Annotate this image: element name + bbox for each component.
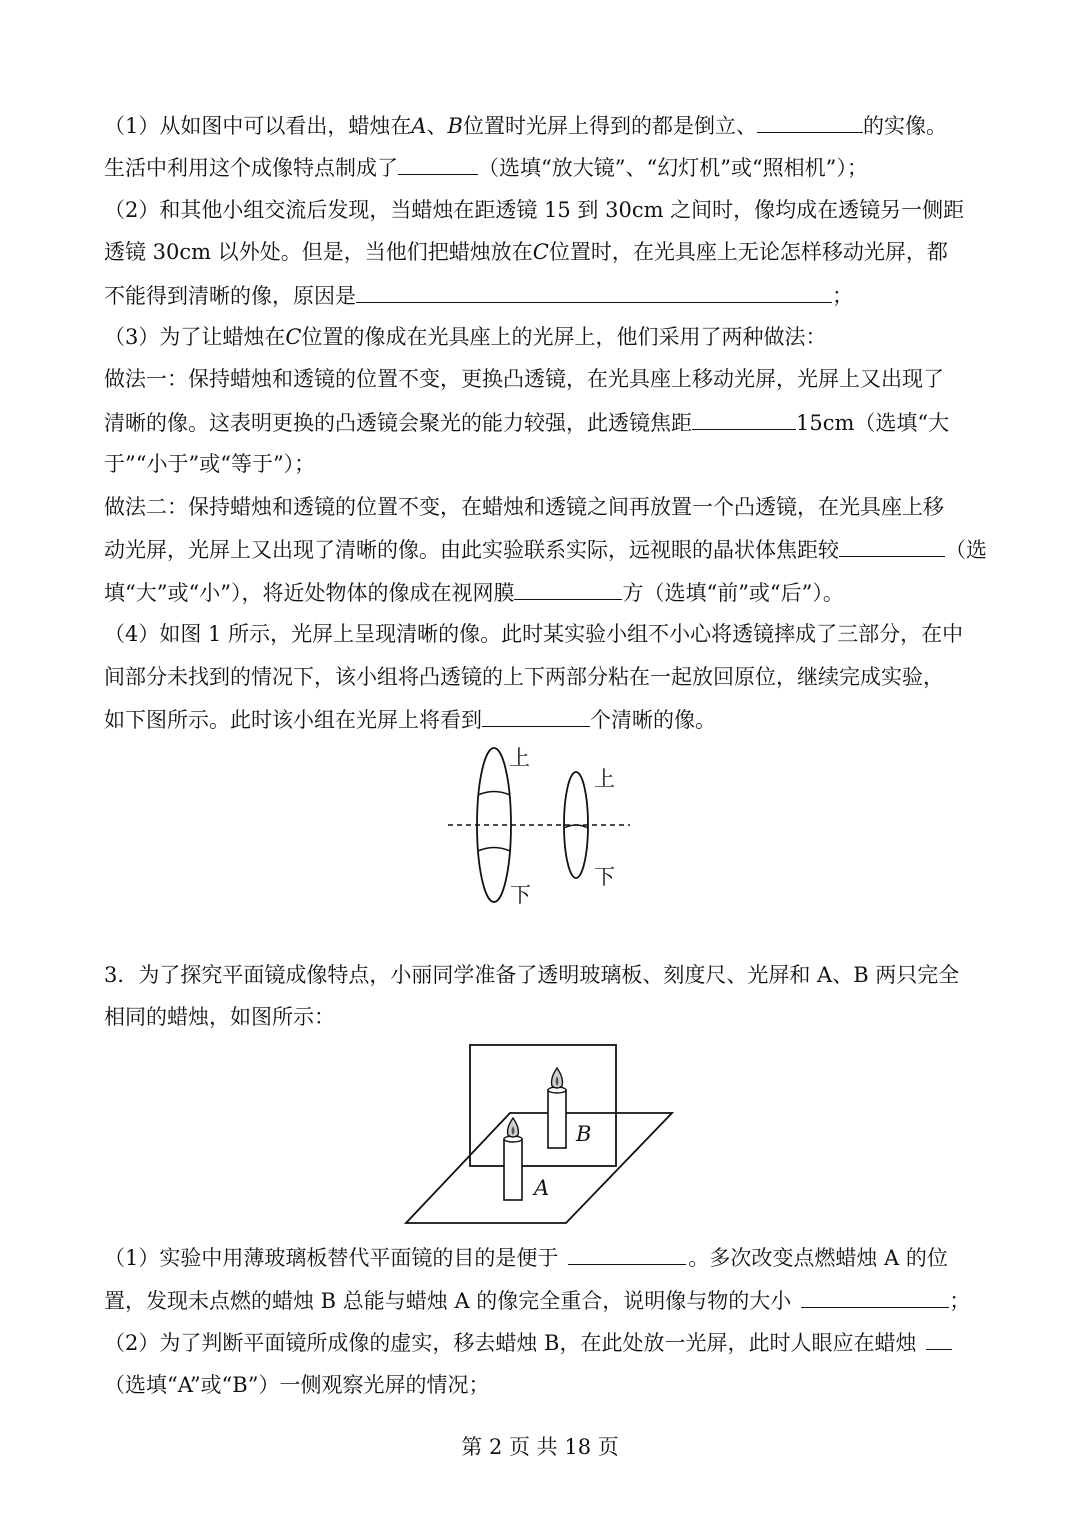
text: ；	[832, 284, 853, 308]
answer-blank[interactable]	[839, 534, 945, 557]
q2-part4-line2: 间部分未找到的情况下，该小组将凸透镜的上下两部分粘在一起放回原位，继续完成实验，	[104, 665, 944, 689]
text: ；	[949, 1289, 971, 1313]
text: 生活中利用这个成像特点制成了	[104, 156, 398, 180]
text: 如下图所示。此时该小组在光屏上将看到	[104, 708, 482, 732]
text: 透镜 30cm 以外处。但是，当他们把蜡烛放在	[104, 240, 533, 264]
position-c: C	[532, 240, 549, 264]
text: （1）从如图中可以看出，蜡烛在	[104, 114, 412, 138]
text: （2）为了判断平面镜所成像的虚实，移去蜡烛 B，在此处放一光屏，此时人眼应在蜡烛	[104, 1331, 917, 1355]
broken-lens-figure	[448, 738, 638, 910]
left-bottom-label: 下	[510, 883, 531, 907]
answer-blank[interactable]	[514, 577, 622, 600]
q2-part4-line3	[104, 704, 716, 735]
text: 位置的像成在光具座上的光屏上，他们采用了两种做法：	[301, 325, 827, 349]
plane-mirror-figure	[400, 1040, 680, 1230]
q3-part2-line2: （选填“A”或“B”）一侧观察光屏的情况；	[104, 1373, 490, 1397]
answer-blank[interactable]	[482, 704, 590, 727]
answer-blank[interactable]	[356, 280, 832, 303]
text: 不能得到清晰的像，原因是	[104, 284, 356, 308]
label-a: A	[534, 1176, 550, 1200]
answer-blank[interactable]	[757, 110, 863, 133]
q3-stem-line2: 相同的蜡烛，如图所示：	[104, 1005, 335, 1029]
q2-part4-line1: （4）如图 1 所示，光屏上呈现清晰的像。此时某实验小组不小心将透镜摔成了三部分，在中	[104, 622, 964, 646]
text: 个清晰的像。	[590, 708, 716, 732]
q2-part2-line3	[104, 280, 853, 311]
q3-part1-line2	[104, 1285, 970, 1316]
text: 方（选填“前”或“后”）。	[622, 581, 844, 605]
position-a: A	[411, 114, 427, 138]
q2-part3-line2: 做法一：保持蜡烛和透镜的位置不变，更换凸透镜，在光具座上移动光屏，光屏上又出现了	[104, 367, 944, 391]
answer-blank[interactable]	[692, 407, 796, 430]
right-top-label: 上	[594, 767, 615, 791]
right-bottom-label: 下	[594, 865, 615, 889]
q2-part3-line4: 于”“小于”或“等于”）；	[104, 452, 316, 476]
answer-blank[interactable]	[926, 1327, 952, 1350]
q2-part3-line6	[104, 534, 987, 565]
answer-blank[interactable]	[801, 1285, 949, 1308]
q2-part3-line7	[104, 577, 844, 608]
text: 的实像。	[862, 114, 947, 138]
q2-part2-line2	[104, 237, 948, 267]
text: 置，发现未点燃的蜡烛 B 总能与蜡烛 A 的像完全重合，说明像与物的大小	[104, 1289, 792, 1313]
page-footer: 第 2 页 共 18 页	[461, 1435, 619, 1459]
text: 清晰的像。这表明更换的凸透镜会聚光的能力较强，此透镜焦距	[104, 411, 692, 435]
answer-blank[interactable]	[398, 152, 478, 175]
text: （1）实验中用薄玻璃板替代平面镜的目的是便于	[104, 1246, 559, 1270]
q2-part2-line1: （2）和其他小组交流后发现，当蜡烛在距透镜 15 到 30cm 之间时，像均成在透镜另一侧距	[104, 198, 965, 222]
position-b: B	[447, 114, 463, 138]
text: 、	[426, 114, 448, 138]
q3-part2-line1	[104, 1327, 952, 1358]
candle-b	[548, 1090, 566, 1148]
text: 填“大”或“小”），将近处物体的像成在视网膜	[104, 581, 515, 605]
q2-part3-line3	[104, 407, 949, 438]
position-c: C	[285, 325, 302, 349]
q2-part3-line5: 做法二：保持蜡烛和透镜的位置不变，在蜡烛和透镜之间再放置一个凸透镜，在光具座上移	[104, 495, 944, 519]
table-surface	[406, 1113, 672, 1223]
q2-part1-line1	[104, 110, 947, 141]
label-b: B	[576, 1122, 592, 1146]
q3-part1-line1	[104, 1242, 948, 1273]
left-lens-break-lower	[478, 848, 510, 852]
text: 15cm（选填“大	[796, 411, 950, 435]
q2-part3-line1	[104, 322, 826, 352]
candle-a	[504, 1139, 522, 1200]
text: （选填“放大镜”、“幻灯机”或“照相机”）；	[478, 156, 868, 180]
answer-blank[interactable]	[568, 1242, 686, 1265]
text: 。多次改变点燃蜡烛 A 的位	[688, 1246, 948, 1270]
text: （选	[945, 538, 987, 562]
text: （3）为了让蜡烛在	[104, 325, 286, 349]
q2-part1-line2	[104, 152, 868, 183]
text: 动光屏，光屏上又出现了清晰的像。由此实验联系实际，远视眼的晶状体焦距较	[104, 538, 839, 562]
text: 位置时，在光具座上无论怎样移动光屏，都	[548, 240, 948, 264]
q3-stem-line1: 3．为了探究平面镜成像特点，小丽同学准备了透明玻璃板、刻度尺、光屏和 A、B 两只完全	[104, 963, 960, 987]
left-top-label: 上	[509, 746, 530, 770]
text: 位置时光屏上得到的都是倒立、	[462, 114, 757, 138]
left-lens-break-upper	[478, 792, 510, 796]
